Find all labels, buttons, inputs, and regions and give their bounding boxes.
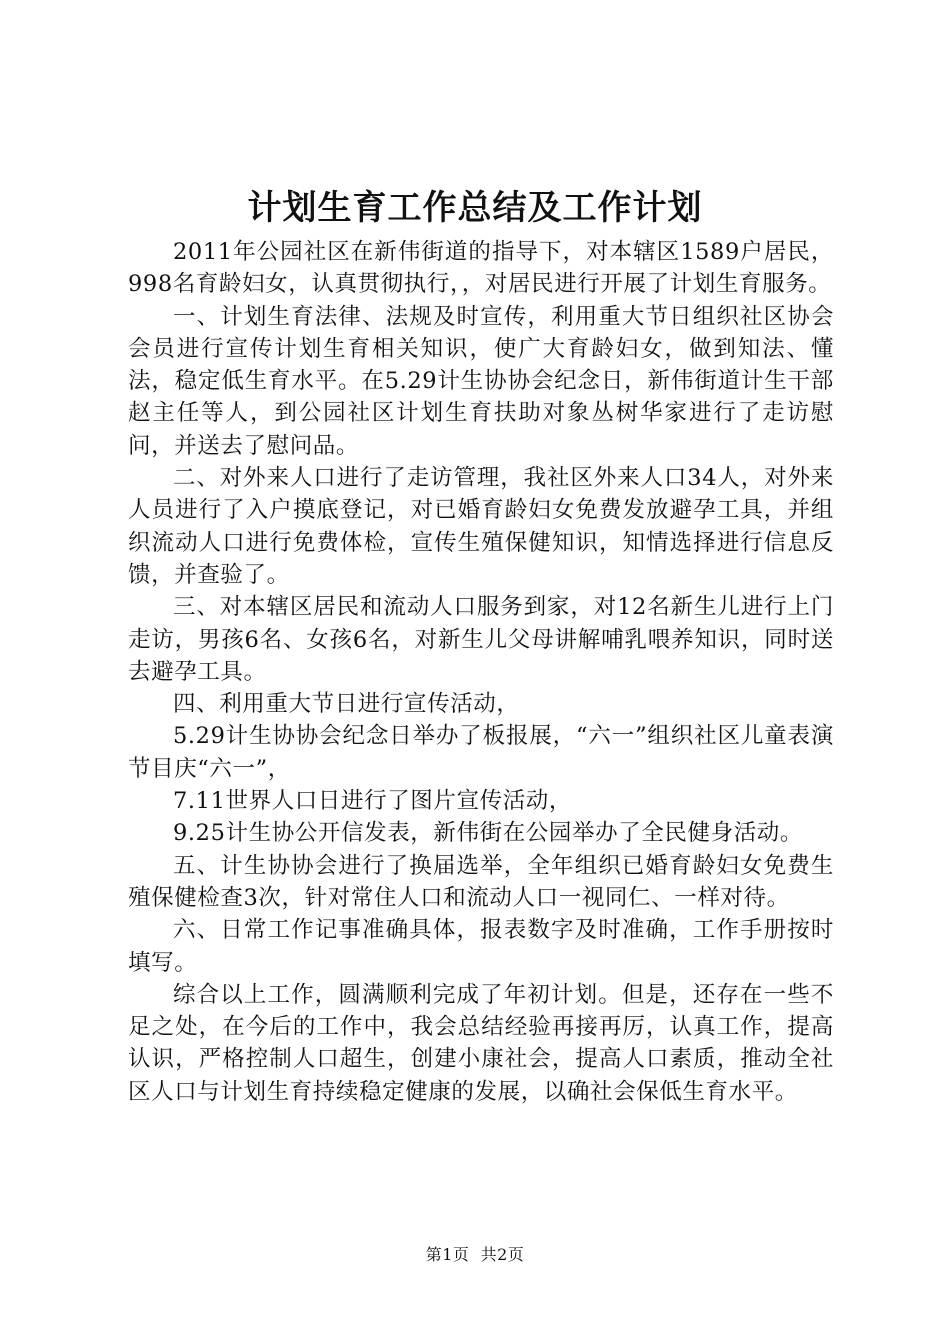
document-title: 计划生育工作总结及工作计划 xyxy=(247,188,703,228)
paragraph-section-3: 三、对本辖区居民和流动人口服务到家，对12名新生儿进行上门走访，男孩6名、女孩6名，对新生儿父母讲解哺乳喂养知识，同时送去避孕工具。 xyxy=(128,594,834,685)
paragraph-event-711: 7.11世界人口日进行了图片宣传活动， xyxy=(173,788,572,815)
paragraph-section-1: 一、计划生育法律、法规及时宣传，利用重大节日组织社区协会会员进行宣传计划生育相关知识，使广大育龄妇女，做到知法、懂法，稳定低生育水平。在5.29计生协协会纪念日，新伟街道计生干部赵主任等人，到公园社区计划生育扶助对象丛树华家进行了走访慰问，并送去了慰问品。 xyxy=(128,303,834,459)
page-number: 第1页 xyxy=(425,1245,470,1264)
paragraph-section-6: 六、日常工作记事准确具体，报表数字及时准确，工作手册按时填写。 xyxy=(128,917,834,976)
paragraph-intro: 2011年公园社区在新伟街道的指导下，对本辖区1589户居民，998名育龄妇女，认真贯彻执行，，对居民进行开展了计划生育服务。 xyxy=(128,239,834,298)
paragraph-section-5: 五、计生协协会进行了换届选举，全年组织已婚育龄妇女免费生殖保健检查3次，针对常住人口和流动人口一视同仁、一样对待。 xyxy=(128,852,834,911)
document-body xyxy=(128,236,834,1108)
paragraph-section-2: 二、对外来人口进行了走访管理，我社区外来人口34人，对外来人员进行了入户摸底登记，对已婚育龄妇女免费发放避孕工具，并组织流动人口进行免费体检，宣传生殖保健知识，知情选择进行信息反馈，并查验了。 xyxy=(128,465,834,588)
paragraph-event-925: 9.25计生协公开信发表，新伟街在公园举办了全民健身活动。 xyxy=(173,820,803,847)
paragraph-summary: 综合以上工作，圆满顺利完成了年初计划。但是，还存在一些不足之处，在今后的工作中，我会总结经验再接再厉，认真工作，提高认识，严格控制人口超生，创建小康社会，提高人口素质，推动全社区人口与计划生育持续稳定健康的发展，以确社会保低生育水平。 xyxy=(128,981,834,1105)
paragraph-event-529: 5.29计生协协会纪念日举办了板报展，“六一”组织社区儿童表演节目庆“六一”， xyxy=(128,723,834,782)
page-total: 共2页 xyxy=(480,1245,525,1264)
page-footer xyxy=(0,1244,950,1266)
paragraph-section-4: 四、利用重大节日进行宣传活动， xyxy=(173,691,520,718)
